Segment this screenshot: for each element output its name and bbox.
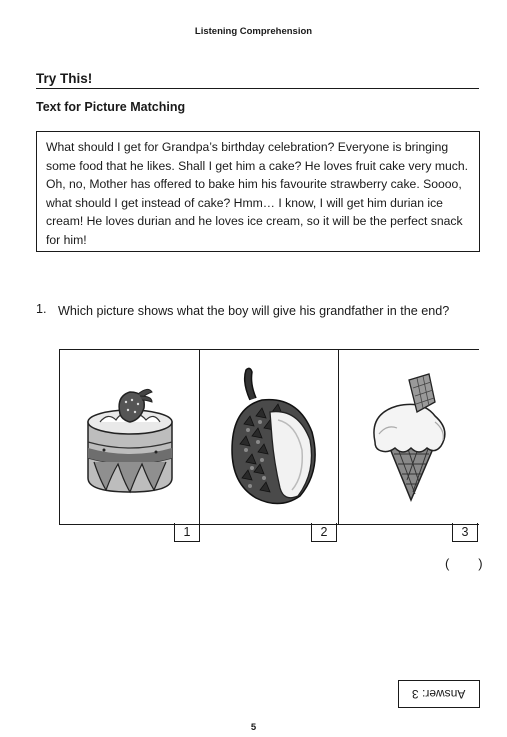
answer-key-box — [398, 680, 480, 708]
question-text: Which picture shows what the boy will give his grandfather in the end? — [58, 304, 450, 318]
picture-options-row — [59, 349, 479, 525]
section-subtitle: Text for Picture Matching — [36, 100, 186, 114]
passage-text: What should I get for Grandpa’s birthday celebration? Everyone is bringing some food that he likes. Shall I get him a cake? He loves fruit cake very much. Oh, no, Mother has offered to bake him his favourite strawberry cake. Soooo, what should I get instead of cake? Hmm… I know, I will get him durian ice cream! He loves durian and he loves ice cream, so it will be the perfect snack for him! — [46, 140, 469, 247]
picture-option-3[interactable] — [338, 350, 479, 524]
passage-box — [36, 131, 480, 252]
picture-option-1[interactable] — [60, 350, 199, 524]
page-header: Listening Comprehension — [194, 26, 313, 37]
question-number: 1. — [36, 302, 47, 316]
durian-icon — [200, 350, 339, 524]
section-divider — [36, 88, 479, 89]
strawberry-cake-icon — [60, 350, 199, 524]
option-label-3: 3 — [452, 523, 478, 542]
option-label-2: 2 — [311, 523, 337, 542]
picture-option-2[interactable] — [199, 350, 339, 524]
section-title: Try This! — [36, 71, 93, 86]
option-label-1: 1 — [174, 523, 200, 542]
answer-blank[interactable]: ( ) — [445, 556, 483, 571]
page-number: 5 — [250, 722, 257, 733]
answer-key-text: Answer: 3 — [412, 687, 466, 701]
ice-cream-cone-icon — [339, 350, 479, 524]
